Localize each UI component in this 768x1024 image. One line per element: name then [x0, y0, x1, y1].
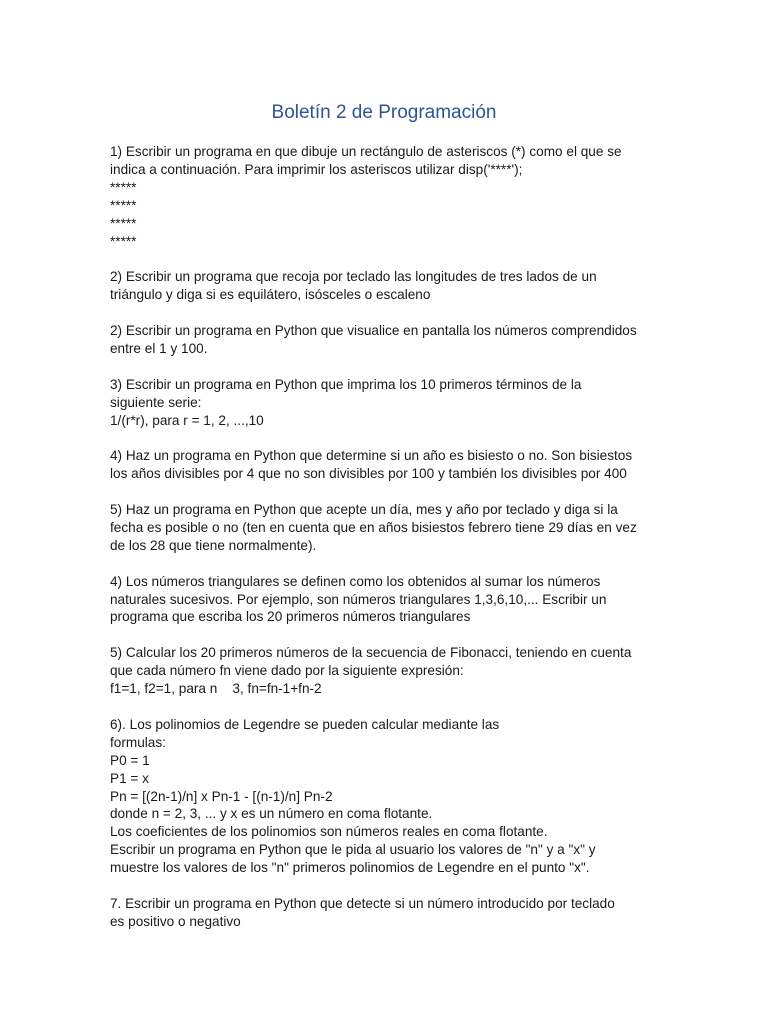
text-line: 1) Escribir un programa en que dibuje un rectángulo de asteriscos (*) como el que se: [110, 144, 622, 159]
text-line: 4) Haz un programa en Python que determine si un año es bisiesto o no. Son bisiestos: [110, 448, 633, 464]
text-line: naturales sucesivos. Por ejemplo, son números triangulares 1,3,6,10,... Escribir un: [110, 591, 607, 607]
text-line: 3) Escribir un programa en Python que imprima los 10 primeros términos de la: [110, 376, 582, 392]
formula-line: f1=1, f2=1, para n 3, fn=fn-1+fn-2: [110, 681, 322, 697]
asterisk-row: *****: [110, 233, 137, 249]
text-line: entre el 1 y 100.: [110, 340, 208, 356]
exercise-7-sign: [110, 895, 670, 931]
text-line: muestre los valores de los "n" primeros polinomios de Legendre en el punto "x".: [110, 860, 590, 876]
text-line: 5) Calcular los 20 primeros números de la secuencia de Fibonacci, teniendo en cuenta: [110, 645, 632, 661]
text-line: programa que escriba los 20 primeros números triangulares: [110, 609, 471, 625]
formula-line: P1 = x: [110, 770, 149, 786]
text-line: triángulo y diga si es equilátero, isósceles o escaleno: [110, 287, 431, 303]
text-line: siguiente serie:: [110, 394, 202, 410]
formula-line: 1/(r*r), para r = 1, 2, ...,10: [110, 412, 264, 428]
text-line: de los 28 que tiene normalmente).: [110, 537, 317, 553]
text-line: fecha es posible o no (ten en cuenta que en años bisiestos febrero tiene 29 días en vez: [110, 519, 637, 535]
asterisk-row: *****: [110, 215, 137, 231]
text-line: 2) Escribir un programa en Python que visualice en pantalla los números comprendidos: [110, 323, 637, 339]
text-line: es positivo o negativo: [110, 913, 241, 929]
text-line: 6). Los polinomios de Legendre se pueden calcular mediante las: [110, 716, 500, 732]
exercise-5-fibonacci: [110, 644, 670, 698]
formula-line: Pn = [(2n-1)/n] x Pn-1 - [(n-1)/n] Pn-2: [110, 788, 333, 804]
text-line: 2) Escribir un programa que recoja por teclado las longitudes de tres lados de un: [110, 269, 597, 285]
text-line: formulas:: [110, 734, 166, 750]
exercise-5-date: [110, 501, 670, 555]
text-line: 4) Los números triangulares se definen como los obtenidos al sumar los números: [110, 573, 601, 589]
asterisk-row: *****: [110, 197, 137, 213]
exercise-3-series: [110, 376, 670, 430]
document-title: Boletín 2 de Programación: [271, 102, 497, 123]
text-line: indica a continuación. Para imprimir los asteriscos utilizar disp('****');: [110, 161, 523, 177]
asterisk-row: *****: [110, 179, 137, 195]
text-line: donde n = 2, 3, ... y x es un número en coma flotante.: [110, 806, 433, 822]
text-line: 7. Escribir un programa en Python que detecte si un número introducido por teclado: [110, 895, 615, 911]
exercise-6-legendre: [110, 716, 670, 877]
text-line: Los coeficientes de los polinomios son números reales en coma flotante.: [110, 824, 548, 840]
text-line: Escribir un programa en Python que le pida al usuario los valores de "n" y a "x" y: [110, 842, 596, 858]
exercise-2-range: [110, 322, 670, 358]
document-body: [110, 143, 670, 949]
text-line: 5) Haz un programa en Python que acepte un día, mes y año por teclado y diga si la: [110, 502, 618, 518]
exercise-2-triangle: [110, 268, 670, 304]
formula-line: P0 = 1: [110, 752, 150, 768]
exercise-1: [110, 143, 670, 250]
text-line: los años divisibles por 4 que no son divisibles por 100 y también los divisibles por 400: [110, 466, 627, 482]
text-line: que cada número fn viene dado por la siguiente expresión:: [110, 663, 464, 679]
exercise-4-leap-year: [110, 447, 670, 483]
exercise-4-triangular: [110, 573, 670, 627]
